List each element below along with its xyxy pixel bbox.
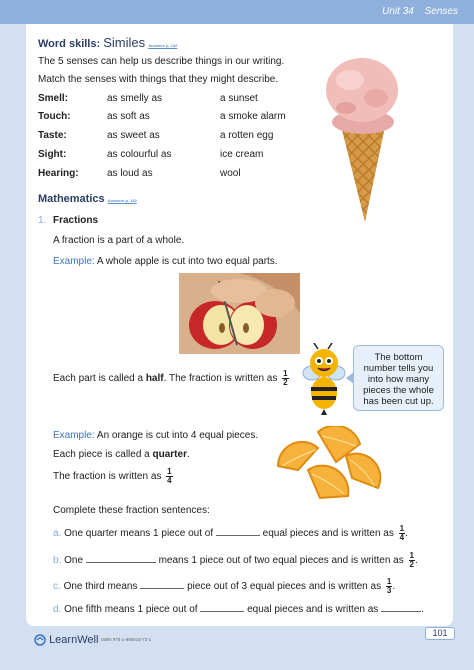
sentence-b-fraction-denominator: 2	[409, 560, 414, 569]
quarter-word: quarter	[152, 449, 187, 460]
example-1	[53, 256, 278, 267]
simile-sight: as colourful as	[107, 149, 172, 160]
complete-intro: Complete these fraction sentences:	[53, 505, 210, 516]
sentence-a-fraction-numerator: 1	[399, 524, 405, 533]
unit-header	[0, 0, 474, 24]
quarter-fraction-numerator: 1	[167, 467, 172, 476]
sentence-c-fraction-denominator: 3	[386, 586, 392, 595]
sentence-b-part2: means 1 piece out of two equal pieces and is written as	[158, 555, 404, 567]
word-skills-intro-2: Match the senses with things that they might describe.	[38, 74, 279, 85]
sentence-a	[53, 525, 408, 542]
quarter-post: .	[186, 449, 190, 460]
thing-5: wool	[220, 168, 241, 179]
sentence-b-part1: One	[64, 555, 84, 567]
sentence-a-part2: equal pieces and is written as	[262, 528, 394, 540]
fraction-callout: The bottom number tells you into how many pieces the whole has been cut up.	[353, 345, 444, 411]
half-fraction-denominator: 2	[283, 378, 288, 387]
unit-header-text	[374, 6, 458, 17]
learnwell-logo	[34, 634, 98, 646]
example-1-text: A whole apple is cut into two equal parts.	[94, 256, 278, 267]
quarter-fraction-sentence	[53, 468, 173, 485]
unit-label: Unit 34	[382, 6, 414, 17]
simile-taste: as sweet as	[107, 130, 160, 141]
sentence-c-label: c.	[53, 581, 61, 593]
simile-smell: as smelly as	[107, 93, 163, 104]
sense-hearing: Hearing:	[38, 168, 79, 179]
simile-touch: as soft as	[107, 111, 150, 122]
page-number: 101	[425, 627, 455, 640]
sentence-b-blank[interactable]	[86, 555, 156, 563]
sentence-c-part1: One third means	[63, 581, 138, 593]
sense-sight: Sight:	[38, 149, 67, 160]
sentence-a-end: .	[405, 528, 408, 540]
question-title: Fractions	[53, 215, 99, 226]
quarter-sentence	[53, 449, 190, 460]
quarter-pre: Each piece is called a	[53, 449, 153, 460]
word-skills-title-bold: Word skills:	[38, 38, 101, 50]
word-skills-title-thin: Similes	[103, 35, 146, 50]
mathematics-answers-link[interactable]: Answers p. 132	[107, 198, 137, 203]
word-skills-title	[38, 35, 177, 50]
example-2-label: Example:	[53, 430, 95, 441]
orange-slices-image	[268, 426, 386, 504]
example-2	[53, 430, 258, 441]
sense-smell: Smell:	[38, 93, 69, 104]
thing-4: ice cream	[220, 149, 264, 160]
learnwell-logo-icon	[34, 634, 46, 646]
sense-touch: Touch:	[38, 111, 71, 122]
example-2-text: An orange is cut into 4 equal pieces.	[94, 430, 259, 441]
sentence-b-end: .	[414, 555, 418, 567]
quarter-fraction-denominator: 4	[167, 476, 172, 485]
sentence-a-blank[interactable]	[216, 528, 260, 536]
sentence-d-label: d.	[53, 604, 62, 615]
thing-3: a rotten egg	[220, 130, 274, 141]
sentence-c-part2: piece out of 3 equal pieces and is written as	[187, 581, 382, 593]
half-sentence	[53, 370, 289, 387]
sentence-d-part2: equal pieces and is written as	[247, 604, 379, 615]
half-pre: Each part is called a	[53, 373, 146, 385]
half-word: half	[145, 373, 164, 385]
topic-label: Senses	[424, 6, 458, 17]
sentence-d-end: .	[421, 604, 424, 615]
mathematics-title	[38, 193, 137, 205]
sentence-d-part1: One fifth means 1 piece out of	[64, 604, 198, 615]
mathematics-title-text: Mathematics	[38, 193, 105, 205]
question-number: 1.	[38, 215, 47, 226]
sentence-b	[53, 552, 418, 569]
fraction-definition: A fraction is a part of a whole.	[53, 235, 185, 246]
ice-cream-image	[318, 50, 404, 226]
half-fraction	[282, 370, 288, 387]
word-skills-answers-link[interactable]: Answers p. 132	[148, 43, 178, 48]
half-post: . The fraction is written as	[163, 373, 278, 385]
sentence-a-part1: One quarter means 1 piece out of	[64, 528, 214, 540]
sentence-c-blank[interactable]	[140, 581, 184, 589]
sentence-d-blank-1[interactable]	[200, 604, 244, 612]
quarter-frac-text: The fraction is written as	[53, 471, 162, 483]
word-skills-intro-1: The 5 senses can help us describe things in our writing.	[38, 56, 285, 67]
bee-mascot-image	[298, 343, 348, 415]
thing-1: a sunset	[220, 93, 258, 104]
sentence-c	[53, 578, 395, 595]
sentence-d	[53, 604, 424, 615]
sentence-c-fraction-numerator: 1	[386, 577, 392, 586]
simile-hearing: as loud as	[107, 168, 153, 179]
learnwell-logo-text: LearnWell	[49, 634, 99, 646]
half-fraction-numerator: 1	[283, 369, 288, 378]
sentence-b-fraction-numerator: 1	[409, 551, 414, 560]
apple-photo-drawing	[179, 273, 300, 354]
sentence-b-label: b.	[53, 555, 62, 567]
apple-photo	[179, 273, 300, 354]
example-1-label: Example:	[53, 256, 95, 267]
sentence-c-end: .	[392, 581, 396, 593]
sentence-d-blank-2[interactable]	[381, 604, 421, 612]
thing-2: a smoke alarm	[220, 111, 286, 122]
sentence-a-label: a.	[53, 528, 62, 540]
sentence-a-fraction-denominator: 4	[399, 533, 405, 542]
sense-taste: Taste:	[38, 130, 67, 141]
quarter-fraction	[166, 468, 172, 485]
isbn-text: ISBN 978-1-990015-73-1	[101, 637, 152, 642]
